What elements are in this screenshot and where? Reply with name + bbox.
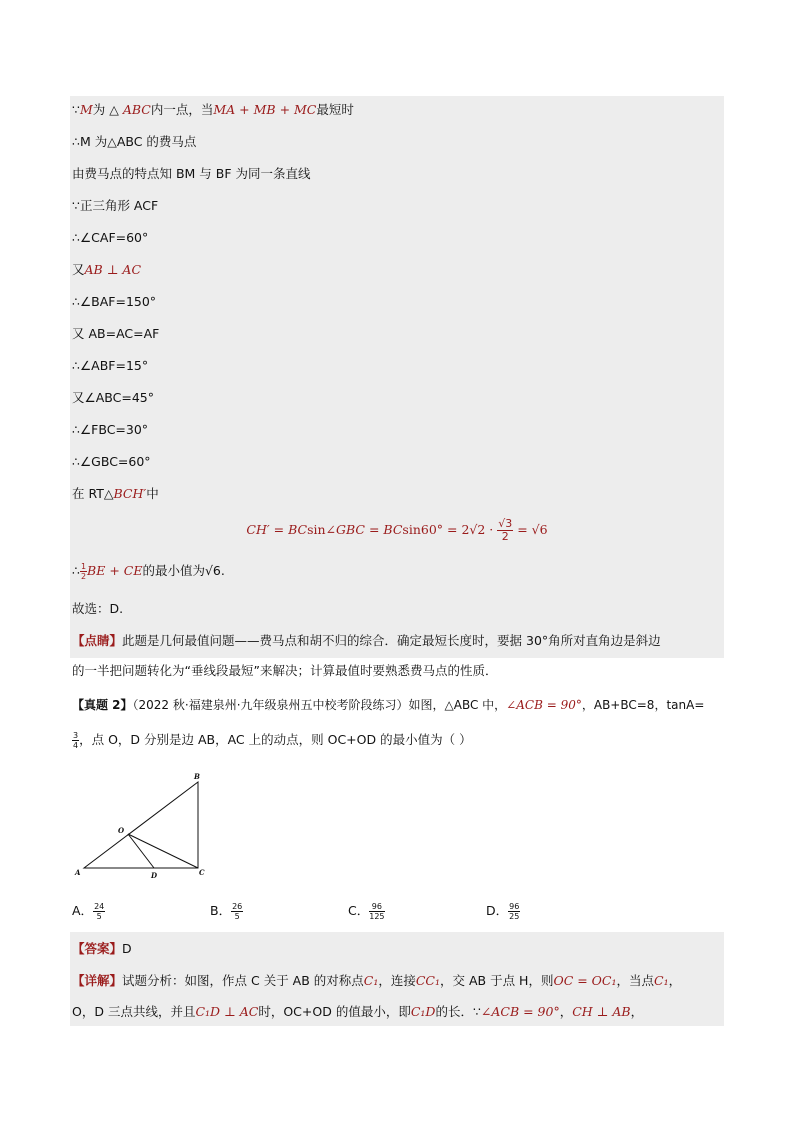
option-d[interactable]: D． $\frac{96}{25}$ [486, 902, 520, 921]
solution-line-5: ∴∠CAF=60° [72, 230, 149, 245]
label-o: O [118, 826, 125, 835]
label-c: C [199, 868, 205, 877]
solution-line-8: 又 AB=AC=AF [72, 326, 160, 341]
triangle-abc [84, 782, 198, 868]
answer-line: 故选：D. [72, 601, 124, 616]
problem2-line-2: $\frac{3}{4}$ ，点 O，D 分别是边 AB，AC 上的动点，则 OC+OD 的最小值为（ ） [73, 731, 472, 750]
comment-line-1: 【点睛】此题是几何最值问题——费马点和胡不归的综合．确定最短长度时，要据 30°角所对直角边是斜边 [72, 633, 661, 648]
option-b[interactable]: B． $\frac{26}{5}$ [210, 902, 243, 921]
half-fraction: $\frac{1}{2}$ [80, 562, 87, 581]
solution-line-4: ∵正三角形 ACF [72, 198, 159, 213]
solution-line-2: ∴M 为△ABC 的费马点 [72, 134, 197, 149]
solution-line-12: ∴∠GBC=60° [72, 454, 151, 469]
solution-line-15: ∴ $\frac{1}{2}$ BE + CE的最小值为√6. [72, 562, 225, 581]
problem2-line-1: 【真题 2】（2022 秋·福建泉州·九年级泉州五中校考阶段练习）如图，△ABC 中，∠ACB = 90°，AB+BC=8，tanA= [72, 698, 705, 712]
solution-line-9: ∴∠ABF=15° [72, 358, 149, 373]
solution-line-6: 又AB ⊥ AC [72, 262, 142, 277]
solution-line-7: ∴∠BAF=150° [72, 294, 157, 309]
solution-line-1: ∵M为 △ ABC内一点，当MA + MB + MC最短时 [72, 102, 354, 117]
segment-od [128, 834, 154, 868]
formula-fraction: $\frac{√3}{2}$ [498, 517, 513, 543]
solution-line-3: 由费马点的特点知 BM 与 BF 为同一条直线 [72, 166, 311, 181]
solution-line-11: ∴∠FBC=30° [72, 422, 149, 437]
label-a: A [75, 868, 81, 877]
segment-oc [128, 834, 198, 868]
detail-line-1: 【详解】试题分析：如图，作点 C 关于 AB 的对称点C₁，连接CC₁，交 AB 于点 H，则OC = OC₁，当点C₁， [72, 973, 682, 988]
solution-line-13: 在 RT△BCH′中 [72, 486, 159, 501]
option-c[interactable]: C． $\frac{96}{125}$ [348, 902, 385, 921]
tan-fraction: $\frac{3}{4}$ [73, 731, 79, 750]
label-d: D [151, 871, 158, 880]
triangle-figure [70, 770, 220, 882]
formula-line: CH′ = BCsin∠GBC = BCsin60° = 2√2 · $\frac{√3}{2}$ = √6 [246, 517, 548, 543]
option-a[interactable]: A． $\frac{24}{5}$ [72, 902, 105, 921]
comment-line-2: 的一半把问题转化为“垂线段最短”来解决；计算最值时要熟悉费马点的性质． [72, 663, 498, 678]
solution-line-10: 又∠ABC=45° [72, 390, 154, 405]
answer2-line: 【答案】D [72, 941, 132, 956]
detail-line-2: O，D 三点共线，并且C₁D ⊥ AC时，OC+OD 的值最小，即C₁D的长．∵∠ACB = 90°，CH ⊥ AB， [72, 1004, 644, 1019]
label-b: B [194, 772, 200, 781]
